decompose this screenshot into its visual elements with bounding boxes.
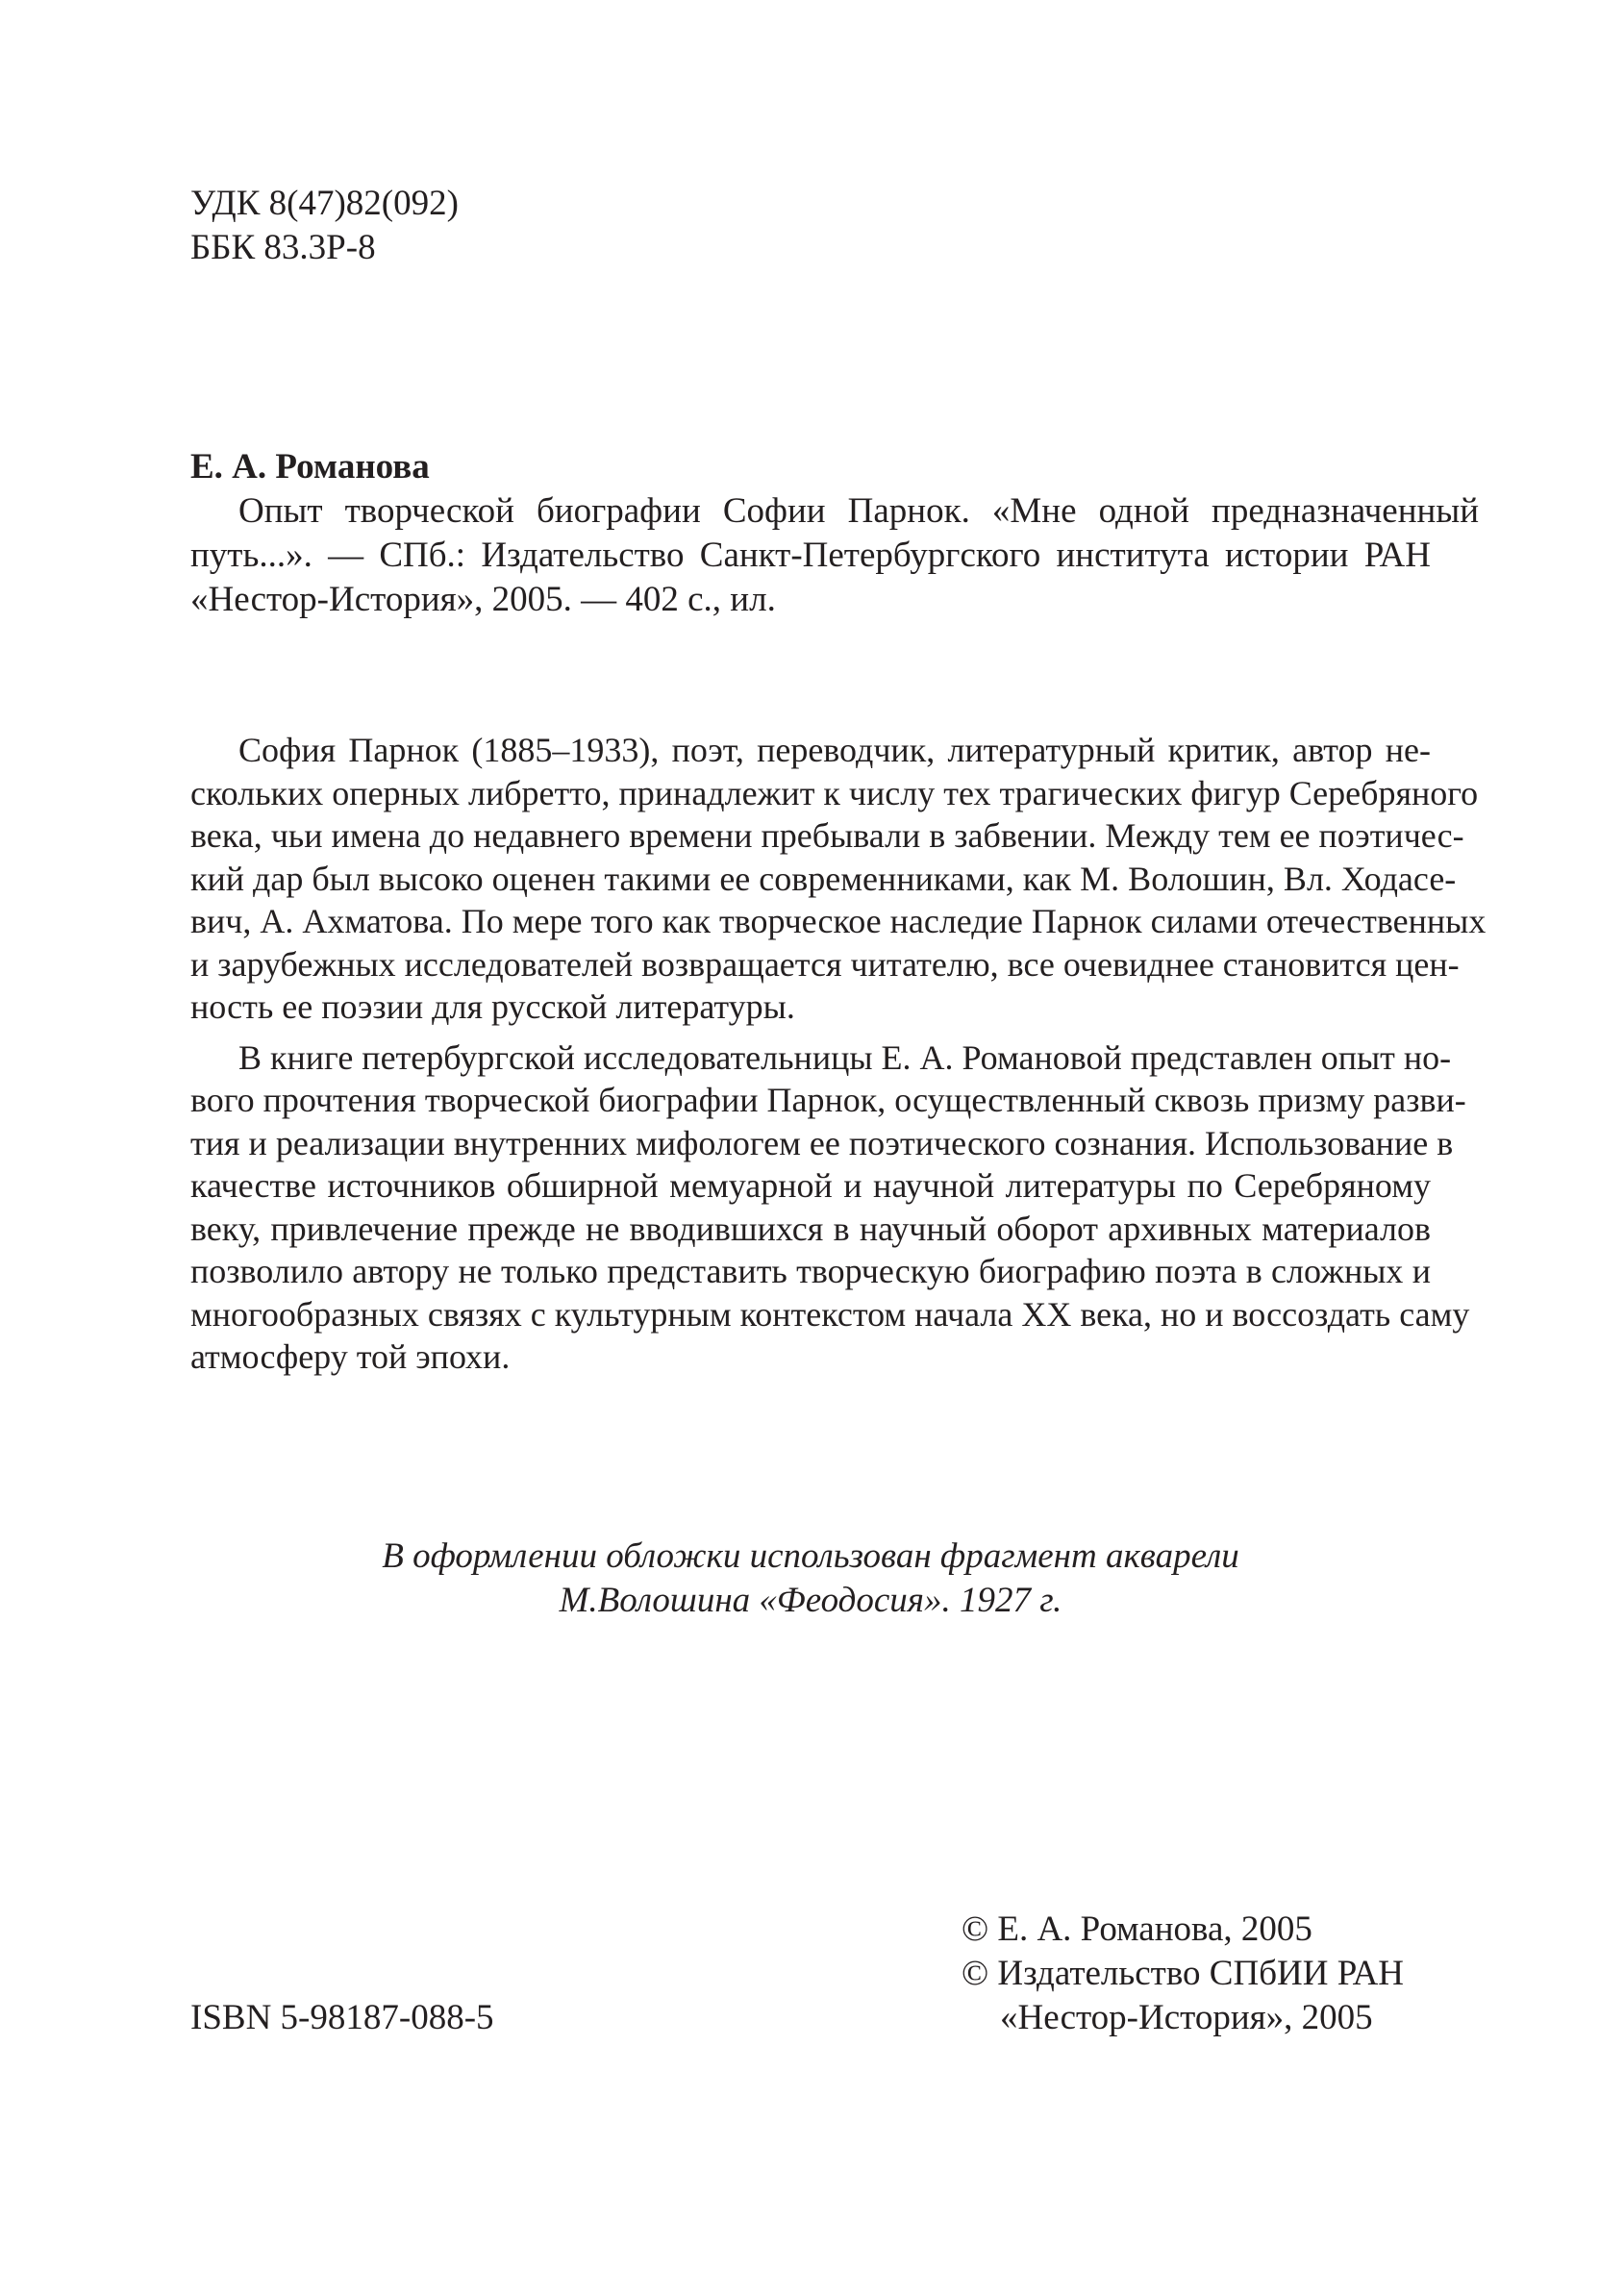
udk-code: УДК 8(47)82(092) xyxy=(190,184,459,223)
biblio-line: «Нестор-История», 2005. — 402 с., ил. xyxy=(190,580,776,619)
biblio-line: путь...». — СПб.: Издательство Санкт-Петербургского института истории РАН xyxy=(190,536,1431,575)
annotation-line: позволило автору не только представить творческую биографию поэта в сложных и xyxy=(190,1252,1431,1290)
biblio-line: Опыт творческой биографии Софии Парнок. «Мне одной предназначенный xyxy=(238,491,1479,531)
annotation-line: и зарубежных исследователей возвращается читателю, все очевиднее становится цен- xyxy=(190,944,1460,984)
classification-codes xyxy=(190,182,459,270)
copyright-publisher-imprint: «Нестор-История», 2005 xyxy=(1000,1998,1373,2037)
annotation-line: скольких оперных либретто, принадлежит к числу тех трагических фигур Серебряного xyxy=(190,773,1479,812)
annotation-line: вич, А. Ахматова. По мере того как творческое наследие Парнок силами отечественных xyxy=(190,902,1487,940)
annotation-line: В книге петербургской исследовательницы Е. А. Романовой представлен опыт но- xyxy=(238,1037,1452,1077)
annotation-line: вого прочтения творческой биографии Парнок, осуществленный сквозь призму разви- xyxy=(190,1081,1466,1119)
annotation-line: атмосферу той эпохи. xyxy=(190,1337,511,1376)
annotation-line: многообразных связях с культурным контекстом начала XX века, но и воссоздать саму xyxy=(190,1294,1470,1334)
bbk-code: ББК 83.3Р-8 xyxy=(190,228,376,267)
cover-note-line: В оформлении обложки использован фрагмент акварели xyxy=(382,1536,1239,1576)
annotation-line: качестве источников обширной мемуарной и научной литературы по Серебряному xyxy=(190,1166,1431,1205)
bibliographic-record xyxy=(190,445,1479,622)
cover-note-line: М.Волошина «Феодосия». 1927 г. xyxy=(559,1581,1062,1620)
author-name: Е. А. Романова xyxy=(190,447,430,487)
isbn-number: ISBN 5-98187-088-5 xyxy=(190,1998,494,2037)
copyright-publisher: © Издательство СПбИИ РАН xyxy=(962,1954,1405,1993)
copyright-author: © Е. А. Романова, 2005 xyxy=(962,1909,1312,1949)
annotation-line: ность ее поэзии для русской литературы. xyxy=(190,987,795,1026)
annotation-line: София Парнок (1885–1933), поэт, переводчик, литературный критик, автор не- xyxy=(238,731,1431,769)
annotation-line: кий дар был высоко оценен такими ее современниками, как М. Волошин, Вл. Ходасе- xyxy=(190,859,1457,898)
annotation-line: веку, привлечение прежде не вводившихся в научный оборот архивных материалов xyxy=(190,1209,1431,1248)
copyright-block xyxy=(962,1908,1404,2040)
annotation-line: века, чьи имена до недавнего времени пребывали в забвении. Между тем ее поэтичес- xyxy=(190,816,1464,855)
annotation-line: тия и реализации внутренних мифологем ее поэтического сознания. Использование в xyxy=(190,1123,1454,1162)
annotation xyxy=(190,729,1487,1379)
cover-design-note xyxy=(190,1535,1431,1623)
